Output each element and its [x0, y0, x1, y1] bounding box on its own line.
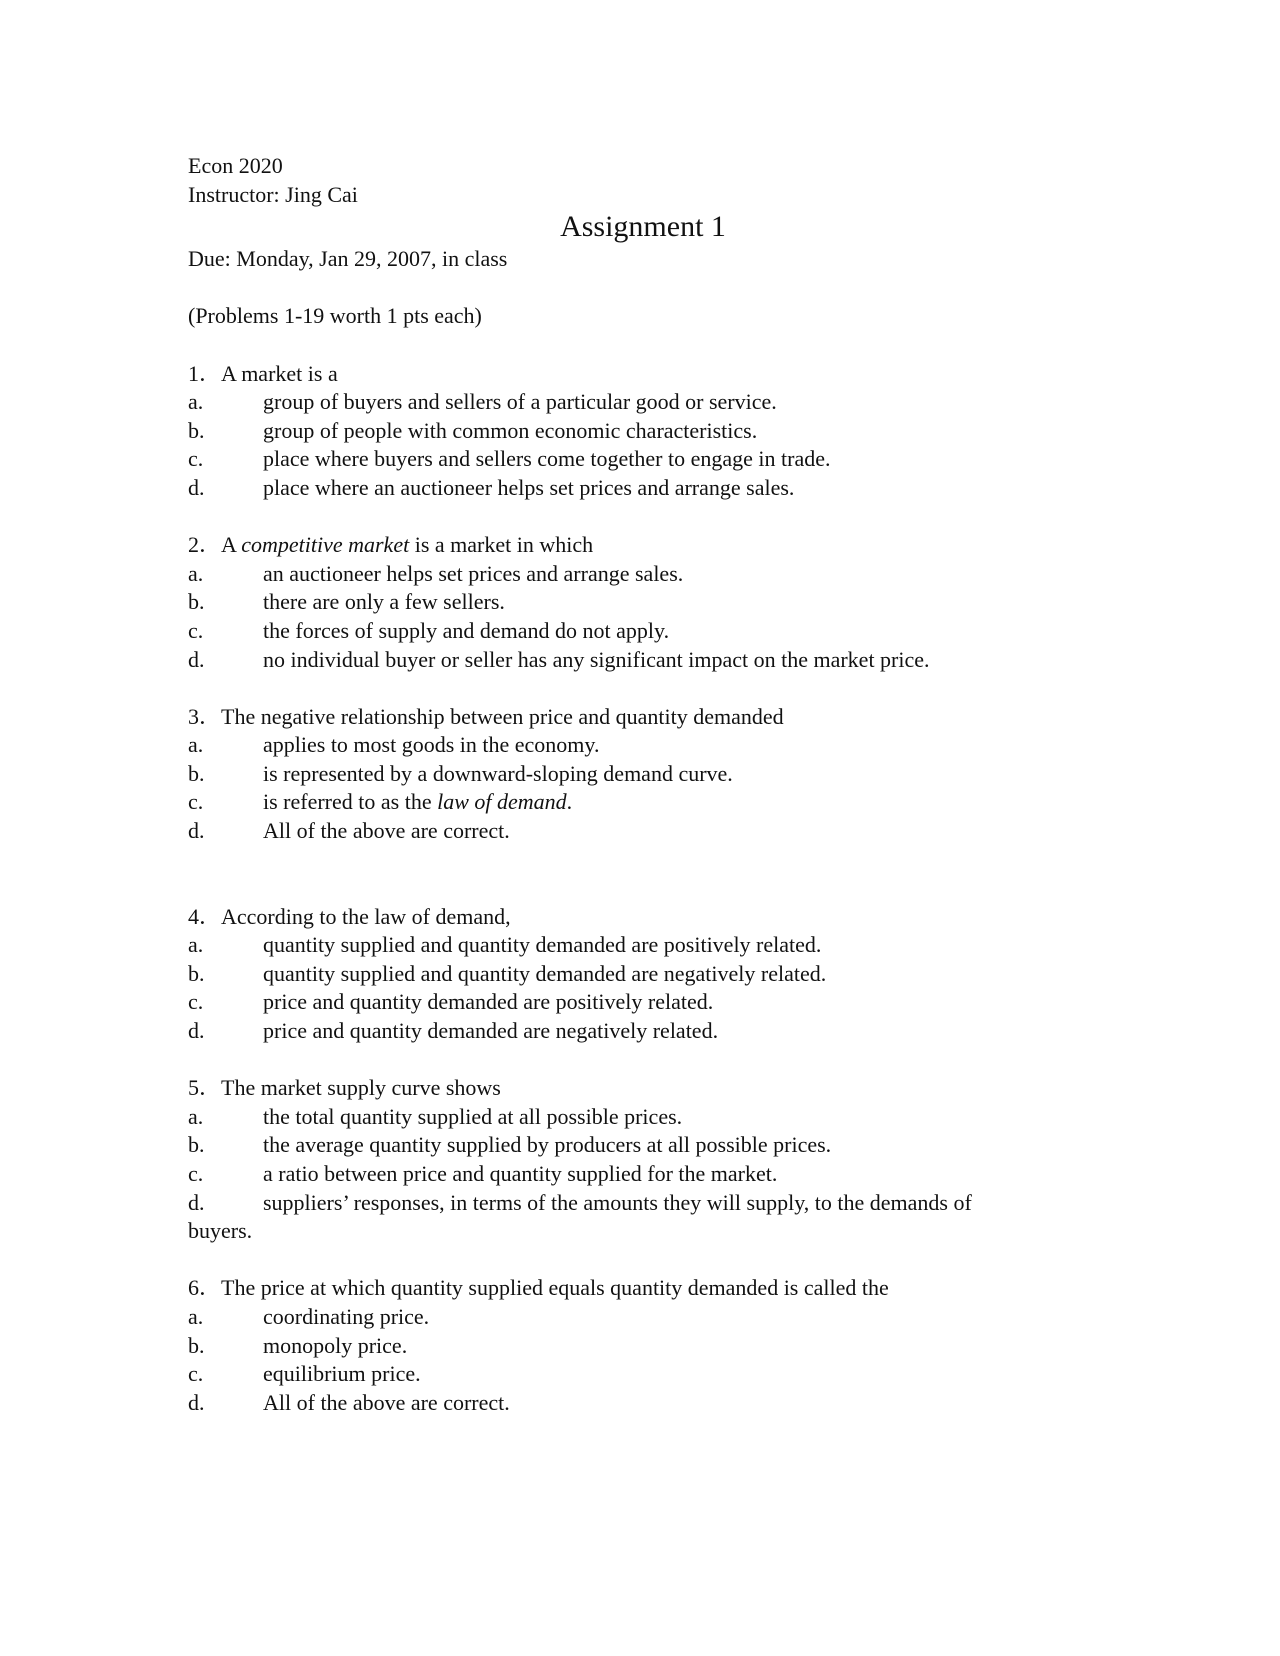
option-c [188, 788, 1088, 817]
option-text: All of the above are correct. [263, 1389, 510, 1415]
option-letter: c. [188, 617, 204, 643]
question-number: 6． [188, 1275, 222, 1301]
option-letter: a. [188, 1303, 204, 1329]
option-text: the average quantity supplied by producers at all possible prices. [263, 1132, 832, 1158]
due-date: Due: Monday, Jan 29, 2007, in class [188, 246, 508, 272]
option-text: All of the above are correct. [263, 818, 510, 844]
option-d [188, 474, 1088, 503]
option-text: group of people with common economic characteristics. [263, 417, 758, 443]
question-number: 2． [188, 532, 222, 558]
option-letter: c. [188, 1361, 204, 1387]
question-stem [188, 531, 1088, 560]
option-letter: c. [188, 789, 204, 815]
option-text: is represented by a downward-sloping demand curve. [263, 760, 733, 786]
option-letter: a. [188, 732, 204, 758]
option-b [188, 417, 1088, 446]
option-a [188, 1303, 1088, 1332]
option-text: an auctioneer helps set prices and arrange sales. [263, 560, 684, 586]
question-number: 5． [188, 1075, 222, 1101]
question-6 [188, 1274, 1088, 1417]
option-letter: d. [188, 1389, 205, 1415]
option-b [188, 960, 1088, 989]
option-letter: a. [188, 932, 204, 958]
option-text: price and quantity demanded are negatively related. [263, 1018, 719, 1044]
option-letter: d. [188, 646, 205, 672]
option-letter: c. [188, 989, 204, 1015]
question-text: A market is a [221, 360, 338, 386]
points-note: (Problems 1-19 worth 1 pts each) [188, 303, 482, 329]
option-text: suppliers’ responses, in terms of the amounts they will supply, to the demands of [263, 1189, 972, 1215]
option-text-post: . [566, 789, 573, 815]
page-title: Assignment 1 [560, 210, 726, 244]
question-4 [188, 903, 1088, 1046]
course-code: Econ 2020 [188, 153, 283, 178]
option-text: coordinating price. [263, 1303, 430, 1329]
option-text [263, 788, 572, 817]
option-b [188, 1332, 1088, 1361]
option-text: a ratio between price and quantity supplied for the market. [263, 1161, 778, 1186]
option-a [188, 1103, 1088, 1132]
option-text-emphasis: law of demand [437, 789, 567, 815]
option-letter: b. [188, 960, 205, 986]
option-d [188, 817, 1088, 846]
option-letter: b. [188, 417, 205, 443]
question-stem [188, 1074, 1088, 1103]
option-letter: d. [188, 818, 205, 844]
option-c [188, 617, 1088, 646]
question-3 [188, 703, 1088, 846]
question-text-post: is a market in which [409, 532, 594, 558]
option-text: place where an auctioneer helps set prices and arrange sales. [263, 474, 795, 500]
question-5 [188, 1074, 1088, 1246]
option-text: the total quantity supplied at all possible prices. [263, 1103, 683, 1129]
option-a [188, 931, 1088, 960]
question-text-emphasis: competitive market [241, 532, 410, 558]
option-c [188, 1160, 1088, 1189]
question-stem [188, 703, 1088, 732]
option-text: monopoly price. [263, 1332, 408, 1358]
option-text: equilibrium price. [263, 1361, 421, 1387]
option-a [188, 731, 1088, 760]
question-text: The price at which quantity supplied equals quantity demanded is called the [221, 1275, 889, 1301]
question-text: The market supply curve shows [221, 1075, 501, 1101]
option-letter: a. [188, 389, 204, 415]
option-letter: b. [188, 1132, 205, 1158]
option-text: there are only a few sellers. [263, 589, 505, 615]
option-b [188, 760, 1088, 789]
question-text: According to the law of demand, [221, 903, 511, 929]
option-letter: d. [188, 474, 205, 500]
option-letter: b. [188, 1332, 205, 1358]
option-letter: a. [188, 560, 204, 586]
option-letter: c. [188, 1161, 204, 1186]
question-stem [188, 903, 1088, 932]
document-page [188, 152, 1088, 1417]
option-letter: b. [188, 589, 205, 615]
question-text: The negative relationship between price and quantity demanded [221, 703, 784, 729]
question-1 [188, 360, 1088, 503]
instructor-line: Instructor: Jing Cai [188, 181, 358, 207]
question-number: 1． [188, 360, 222, 386]
option-b [188, 1131, 1088, 1160]
option-letter: b. [188, 760, 205, 786]
option-d-continuation: buyers. [188, 1218, 253, 1244]
question-number: 3． [188, 703, 222, 729]
option-d [188, 1389, 1088, 1418]
option-d [188, 1189, 1088, 1218]
option-text-pre: is referred to as the [263, 789, 438, 815]
option-letter: d. [188, 1018, 205, 1044]
option-d [188, 646, 1088, 675]
question-2 [188, 531, 1088, 674]
option-text: quantity supplied and quantity demanded are positively related. [263, 932, 822, 958]
option-d [188, 1017, 1088, 1046]
option-a [188, 560, 1088, 589]
question-text-pre: A [221, 532, 242, 558]
option-letter: a. [188, 1103, 204, 1129]
option-text: applies to most goods in the economy. [263, 732, 600, 758]
option-text: quantity supplied and quantity demanded are negatively related. [263, 960, 827, 986]
option-c [188, 445, 1088, 474]
option-text: group of buyers and sellers of a particular good or service. [263, 389, 777, 415]
option-letter: c. [188, 446, 204, 472]
option-text: price and quantity demanded are positively related. [263, 989, 714, 1015]
question-number: 4． [188, 903, 222, 929]
option-text: no individual buyer or seller has any significant impact on the market price. [263, 646, 930, 672]
option-c [188, 988, 1088, 1017]
option-c [188, 1360, 1088, 1389]
option-text: place where buyers and sellers come together to engage in trade. [263, 446, 831, 472]
option-b [188, 588, 1088, 617]
question-stem [188, 1274, 1088, 1303]
option-a [188, 388, 1088, 417]
option-letter: d. [188, 1189, 205, 1215]
question-stem [188, 360, 1088, 389]
option-text: the forces of supply and demand do not apply. [263, 617, 670, 643]
